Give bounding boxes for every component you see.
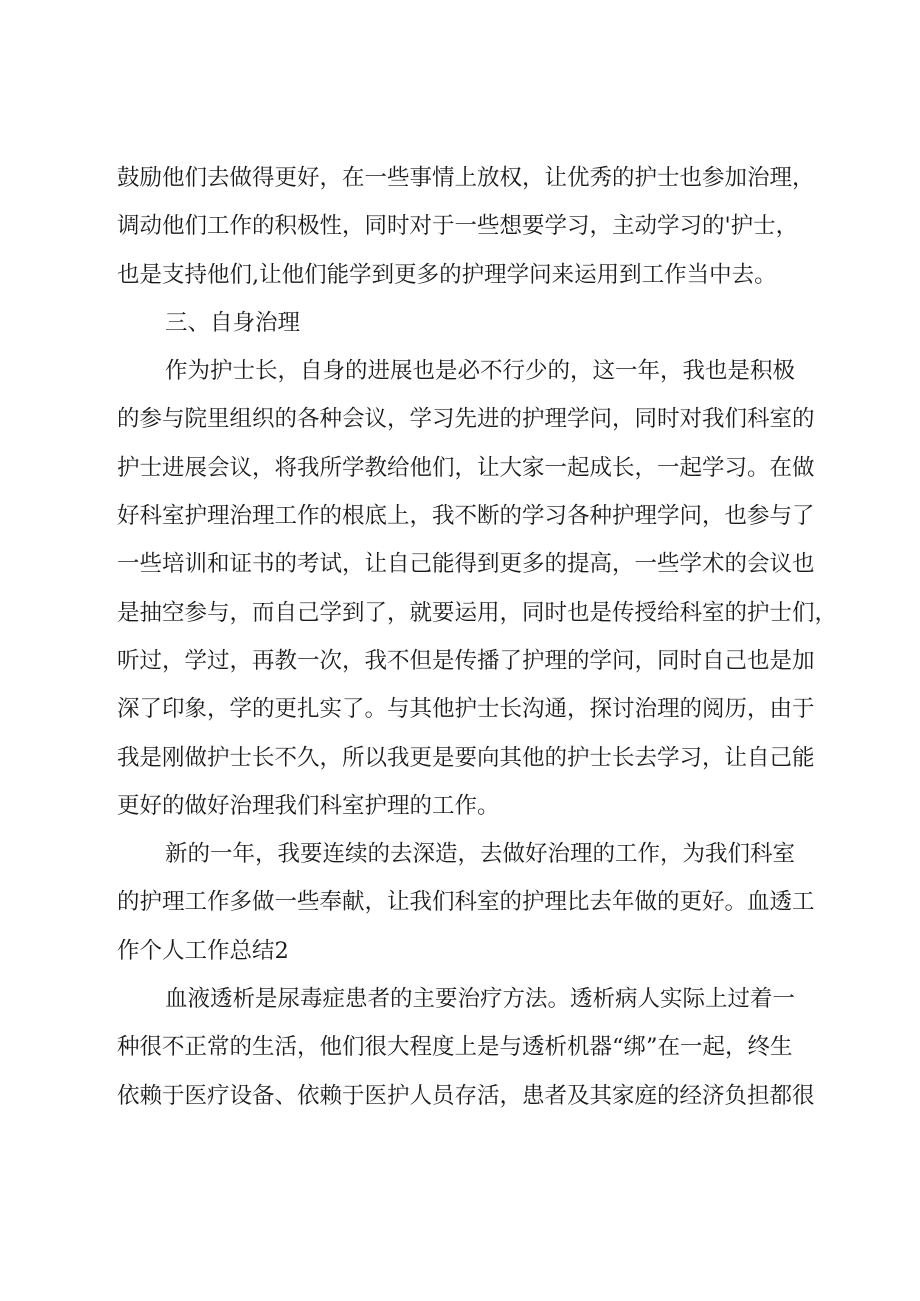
text-line: 好科室护理治理工作的根底上，我不断的学习各种护理学问，也参与了: [117, 503, 815, 530]
text-line: 调动他们工作的积极性，同时对于一些想要学习，主动学习的'护士，: [117, 213, 799, 240]
text-line: 的参与院里组织的各种会议，学习先进的护理学问，同时对我们科室的: [117, 406, 815, 433]
text-line: 也是支持他们,让他们能学到更多的护理学问来运用到工作当中去。: [117, 261, 777, 288]
text-line: 我是刚做护士长不久，所以我更是要向其他的护士长去学习，让自己能: [117, 744, 815, 771]
section-heading: 三、自身治理: [165, 309, 301, 336]
text-line: 一些培训和证书的考试，让自己能得到更多的提高，一些学术的会议也: [117, 551, 815, 578]
text-line: 听过，学过，再教一次，我不但是传播了护理的学问，同时自己也是加: [117, 647, 815, 674]
document-body: [117, 154, 837, 1120]
text-line: 作个人工作总结2: [117, 937, 289, 964]
text-line: 的护理工作多做一些奉献，让我们科室的护理比去年做的更好。血透工: [117, 889, 815, 916]
text-line: 种很不正常的生活，他们很大程度上是与透析机器“绑”在一起，终生: [117, 1034, 793, 1061]
text-line: 新的一年，我要连续的去深造，去做好治理的工作，为我们科室: [165, 841, 796, 868]
text-line: 作为护士长，自身的进展也是必不行少的，这一年，我也是积极: [165, 358, 796, 385]
text-line: 更好的做好治理我们科室护理的工作。: [117, 792, 500, 819]
text-line: 鼓励他们去做得更好，在一些事情上放权，让优秀的护士也参加治理，: [117, 165, 815, 191]
text-line: 护士进展会议，将我所学教给他们，让大家一起成长，一起学习。在做: [117, 454, 815, 481]
text-line: 是抽空参与，而自己学到了，就要运用，同时也是传授给科室的护士们，: [117, 599, 838, 626]
text-line: 依赖于医疗设备、依赖于医护人员存活，患者及其家庭的经济负担都很: [117, 1082, 815, 1109]
text-line: 血液透析是尿毒症患者的主要治疗方法。透析病人实际上过着一: [165, 986, 796, 1013]
text-line: 深了印象，学的更扎实了。与其他护士长沟通，探讨治理的阅历，由于: [117, 696, 815, 723]
